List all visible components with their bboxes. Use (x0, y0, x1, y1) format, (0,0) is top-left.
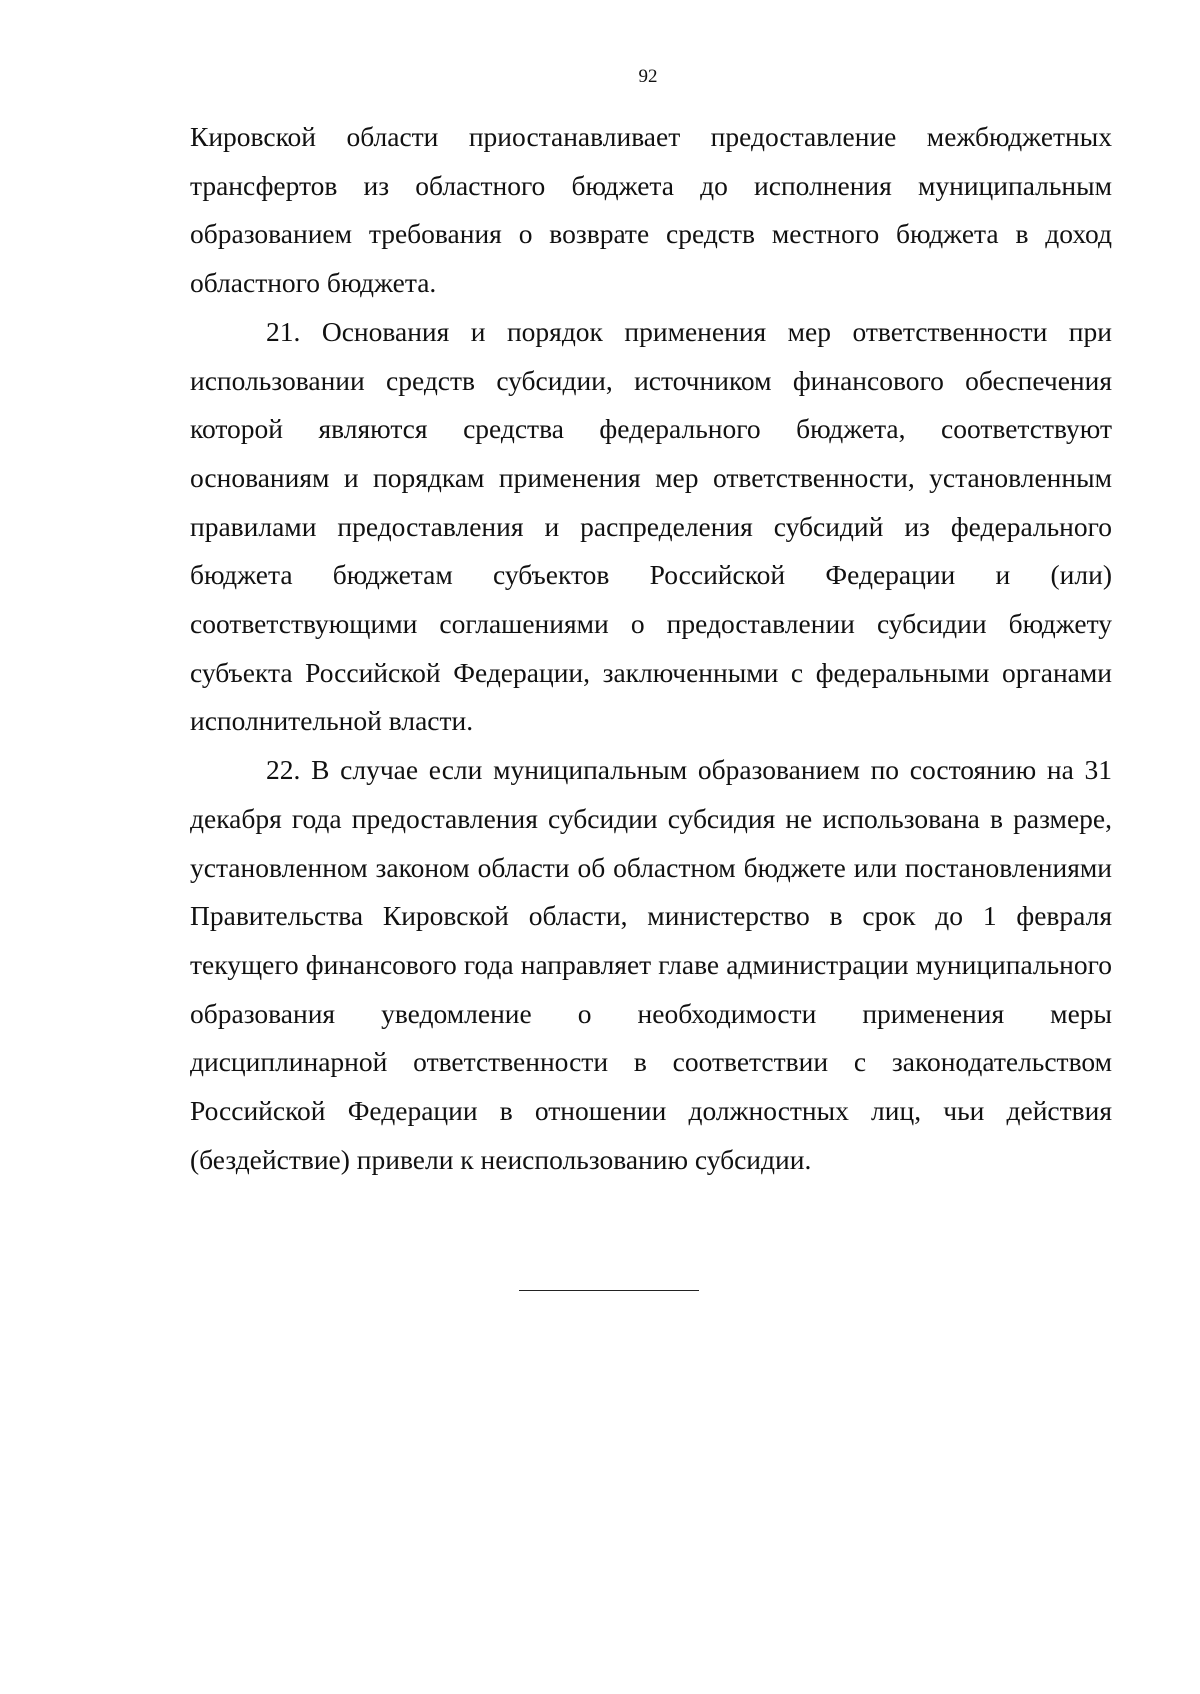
paragraph-21: 21. Основания и порядок применения мер ответственности при использовании средств субсидии, источником финансового обеспечения которой являются средства федерального бюджета, соответствуют основаниям и порядкам применения мер ответственности, установленным правилами предоставления и распределения субсидий из федерального бюджета бюджетам субъектов Российской Федерации и (или) соответствующими соглашениями о предоставлении субсидии бюджету субъекта Российской Федерации, заключенными с федеральными органами исполнительной власти. (190, 315, 1112, 737)
end-of-document-rule (519, 1290, 699, 1291)
page-number: 92 (638, 66, 658, 87)
document-body (190, 113, 1112, 1184)
paragraph-22: 22. В случае если муниципальным образованием по состоянию на 31 декабря года предоставления субсидии субсидия не использована в размере, установленном законом области об областном бюджете или постановлениями Правительства Кировской области, министерство в срок до 1 февраля текущего финансового года направляет главе администрации муниципального образования уведомление о необходимости применения меры дисциплинарной ответственности в соответствии с законодательством Российской Федерации в отношении должностных лиц, чьи действия (бездействие) привели к неиспользованию субсидии. (190, 754, 1112, 1175)
paragraph-continuation: Кировской области приостанавливает предоставление межбюджетных трансфертов из областного бюджета до исполнения муниципальным образованием требования о возврате средств местного бюджета в доход областного бюджета. (190, 121, 1112, 299)
